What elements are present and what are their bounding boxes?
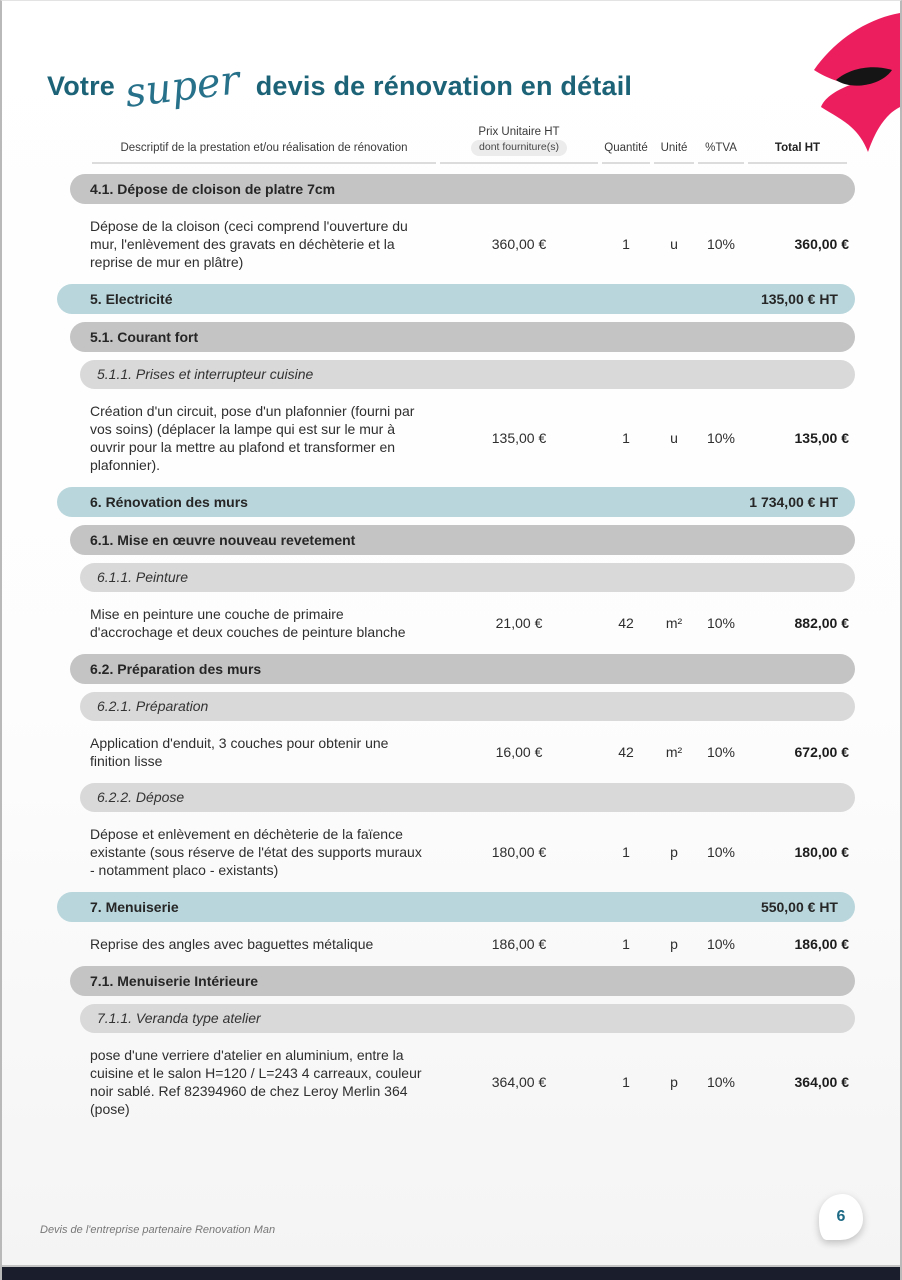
section-header-level-2 (70, 322, 855, 352)
section-header-level-1 (57, 892, 855, 922)
item-total: 135,00 € (794, 429, 849, 446)
item-unit: p (670, 935, 678, 952)
column-header-total-label: Total HT (774, 142, 821, 155)
column-header-unit-price-label: Prix Unitaire HT (478, 126, 560, 138)
section-header-level-3 (80, 563, 855, 592)
item-unit-price: 16,00 € (495, 743, 543, 760)
line-item-row (90, 402, 855, 474)
item-vat: 10% (706, 1073, 736, 1090)
item-description: Reprise des angles avec baguettes métalique (90, 935, 374, 952)
section-title: 6.1.1. Peinture (97, 569, 189, 585)
page-title (2, 1, 900, 117)
column-header-description-label: Descriptif de la prestation et/ou réalisation de rénovation (120, 142, 408, 155)
item-unit-price: 186,00 € (491, 935, 547, 952)
item-quantity: 42 (618, 614, 634, 631)
column-header-quantity-label: Quantité (604, 142, 648, 155)
title-script-word: super (122, 57, 243, 117)
section-title: 4.1. Dépose de cloison de platre 7cm (90, 180, 336, 197)
item-total: 180,00 € (794, 843, 849, 860)
section-title: 6.2.1. Préparation (97, 698, 209, 714)
item-unit-price: 21,00 € (495, 614, 543, 631)
item-total: 672,00 € (794, 743, 849, 760)
section-title: 7.1.1. Veranda type atelier (97, 1010, 261, 1026)
item-vat: 10% (706, 614, 736, 631)
line-item-row (90, 1046, 855, 1118)
item-unit: u (670, 235, 678, 252)
section-header-level-2 (70, 654, 855, 684)
item-unit-price: 180,00 € (491, 843, 547, 860)
item-quantity: 1 (622, 1073, 630, 1090)
page-number-badge (819, 1194, 863, 1240)
page-number: 6 (836, 1208, 846, 1225)
section-header-level-1 (57, 487, 855, 517)
item-quantity: 1 (622, 429, 630, 446)
title-suffix: devis de rénovation en détail (255, 71, 633, 101)
item-total: 186,00 € (794, 935, 849, 952)
section-title: 6.2.2. Dépose (97, 789, 185, 805)
section-total: 1 734,00 € HT (749, 493, 838, 510)
column-header-unit-price (440, 125, 598, 164)
item-total: 364,00 € (794, 1073, 849, 1090)
section-title: 6.2. Préparation des murs (90, 660, 262, 677)
item-vat: 10% (706, 743, 736, 760)
section-title: 5.1. Courant fort (90, 328, 199, 345)
line-item-row (90, 734, 855, 770)
line-item-row (90, 217, 855, 271)
section-header-level-3 (80, 783, 855, 812)
section-header-level-3 (80, 360, 855, 389)
item-unit: p (670, 1073, 678, 1090)
column-header-supplies-pill: dont fourniture(s) (471, 140, 567, 155)
column-header-vat-label: %TVA (705, 142, 737, 155)
item-description: Dépose et enlèvement en déchèterie de la faïence existante (sous réserve de l'état des supports muraux - notamment placo - existants) (90, 825, 422, 878)
item-vat: 10% (706, 235, 736, 252)
section-title: 7. Menuiserie (90, 898, 179, 915)
item-total: 360,00 € (794, 235, 849, 252)
section-title: 5. Electricité (90, 290, 173, 307)
item-unit-price: 135,00 € (491, 429, 547, 446)
line-item-row (90, 605, 855, 641)
item-vat: 10% (706, 843, 736, 860)
column-header-unit-label: Unité (660, 142, 688, 155)
section-title: 6.1. Mise en œuvre nouveau revetement (90, 531, 356, 548)
section-header-level-3 (80, 1004, 855, 1033)
line-item-row (90, 935, 855, 953)
item-description: Création d'un circuit, pose d'un plafonnier (fourni par vos soins) (déplacer la lampe qui est sur le mur à ouvrir pour la mettre au plafond et transformer en plafonnier). (90, 402, 415, 473)
item-unit: p (670, 843, 678, 860)
table-header-row (90, 125, 855, 164)
section-header-level-1 (57, 284, 855, 314)
item-description: pose d'une verriere d'atelier en aluminium, entre la cuisine et le salon H=120 / L=243 4 carreaux, couleur noir sablé. Ref 82394960 de chez Leroy Merlin 364 (pose) (90, 1046, 422, 1117)
section-header-level-2 (70, 966, 855, 996)
column-header-description (92, 141, 436, 163)
item-description: Dépose de la cloison (ceci comprend l'ouverture du mur, l'enlèvement des gravats en déchèterie et la reprise de mur en plâtre) (90, 217, 408, 270)
column-header-unit (654, 141, 694, 163)
line-item-row (90, 825, 855, 879)
section-header-level-2 (70, 525, 855, 555)
viewer-bottom-strip (2, 1267, 900, 1280)
item-unit: m² (665, 743, 683, 760)
section-header-level-3 (80, 692, 855, 721)
item-quantity: 1 (622, 235, 630, 252)
item-unit-price: 364,00 € (491, 1073, 547, 1090)
table-body (57, 174, 855, 1118)
column-header-vat (698, 141, 744, 163)
item-vat: 10% (706, 429, 736, 446)
title-prefix: Votre (47, 71, 116, 101)
item-unit: m² (665, 614, 683, 631)
renovation-man-logo-icon (810, 7, 900, 155)
item-description: Mise en peinture une couche de primaire d'accrochage et deux couches de peinture blanche (90, 605, 406, 640)
section-title: 6. Rénovation des murs (90, 493, 248, 510)
section-total: 135,00 € HT (760, 290, 838, 307)
item-quantity: 1 (622, 843, 630, 860)
section-title: 5.1.1. Prises et interrupteur cuisine (97, 366, 314, 382)
section-total: 550,00 € HT (760, 898, 838, 915)
item-quantity: 42 (618, 743, 634, 760)
footer-note: Devis de l'entreprise partenaire Renovation Man (40, 1224, 276, 1236)
item-description: Application d'enduit, 3 couches pour obtenir une finition lisse (90, 734, 389, 769)
item-vat: 10% (706, 935, 736, 952)
item-quantity: 1 (622, 935, 630, 952)
item-unit: u (670, 429, 678, 446)
item-total: 882,00 € (794, 614, 849, 631)
item-unit-price: 360,00 € (491, 235, 547, 252)
section-header-level-2 (70, 174, 855, 204)
section-title: 7.1. Menuiserie Intérieure (90, 972, 259, 989)
column-header-quantity (602, 141, 650, 163)
